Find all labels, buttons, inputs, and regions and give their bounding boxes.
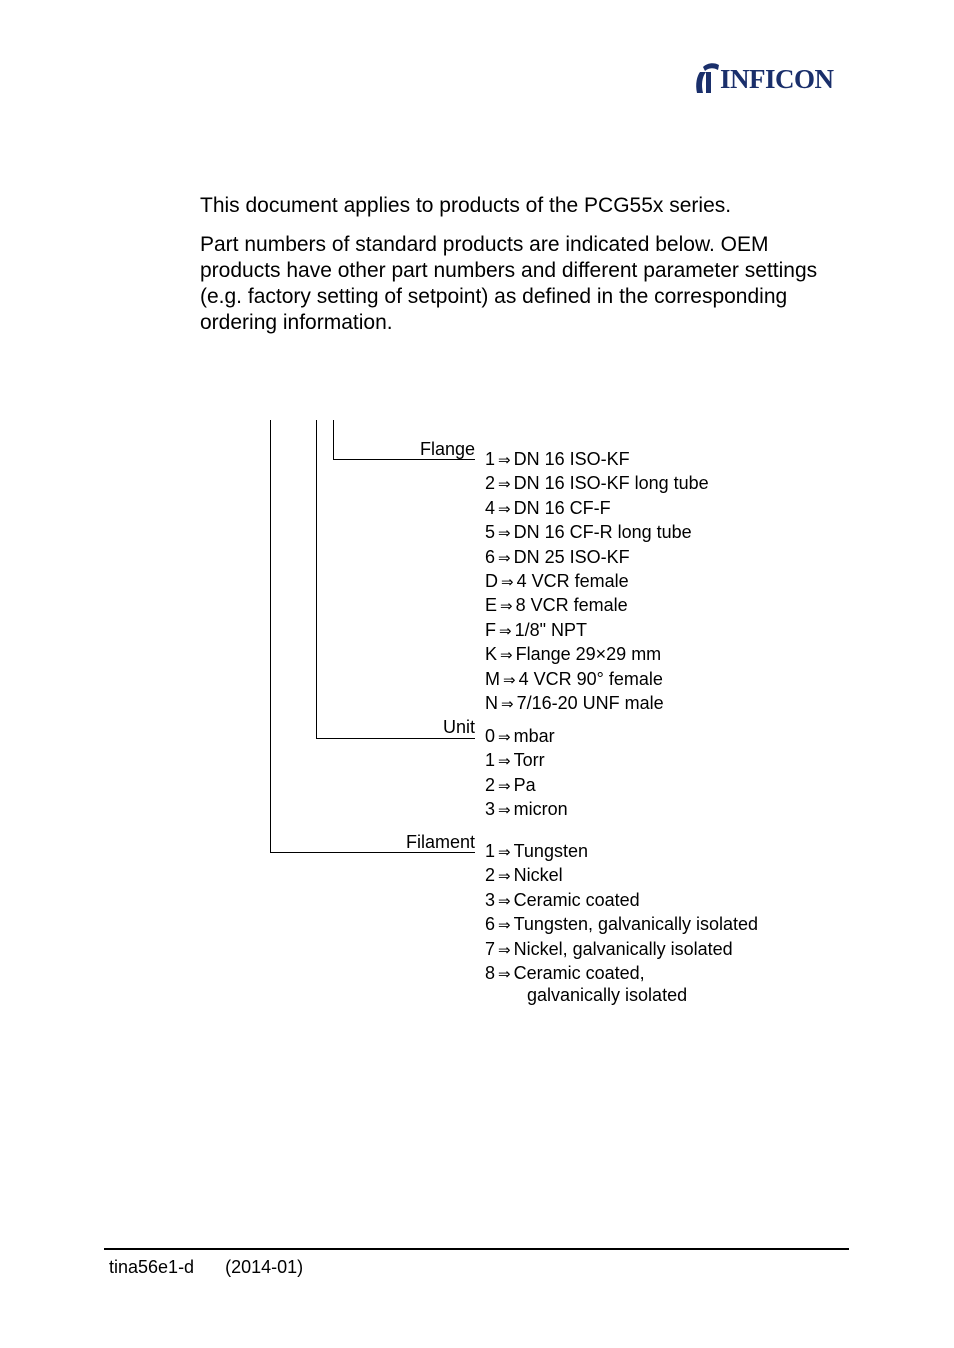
filament-options — [485, 840, 758, 1008]
flange-option — [485, 448, 709, 472]
option-text: DN 16 CF-F — [513, 497, 611, 518]
option-text: Nickel, galvanically isolated — [513, 938, 733, 959]
arrow-icon: ⇒ — [498, 728, 511, 746]
footer — [109, 1257, 303, 1278]
option-code: 0 — [485, 726, 496, 746]
filament-option — [485, 864, 758, 888]
arrow-icon: ⇒ — [503, 670, 516, 689]
arrow-icon: ⇒ — [501, 695, 514, 714]
footer-rule — [104, 1248, 849, 1250]
arrow-icon: ⇒ — [498, 965, 511, 984]
option-code: E — [485, 595, 498, 616]
option-text: Torr — [513, 750, 545, 771]
option-code: M — [485, 668, 500, 689]
option-text: 4 VCR 90° female — [518, 668, 663, 689]
filament-option — [485, 913, 758, 937]
arrow-icon: ⇒ — [501, 573, 514, 592]
arrow-icon: ⇒ — [498, 475, 511, 494]
option-text: 8 VCR female — [515, 595, 628, 616]
option-code: 5 — [485, 522, 496, 543]
arrow-icon: ⇒ — [498, 451, 511, 469]
option-text: 1/8" NPT — [514, 619, 587, 640]
inficon-logo-icon — [694, 62, 720, 96]
arrow-icon: ⇒ — [498, 752, 511, 771]
unit-options — [485, 725, 568, 823]
option-code: 6 — [485, 546, 496, 567]
option-code: F — [485, 619, 496, 640]
option-code: 2 — [485, 774, 496, 795]
option-text: mbar — [513, 726, 555, 746]
option-text: DN 16 CF-R long tube — [513, 522, 692, 543]
filament-option — [485, 840, 758, 864]
option-text: DN 25 ISO-KF — [513, 546, 630, 567]
arrow-icon: ⇒ — [498, 548, 511, 567]
option-code: 3 — [485, 889, 496, 910]
arrow-icon: ⇒ — [498, 524, 511, 543]
option-text: Ceramic coated, — [513, 963, 645, 984]
logo-text: INFICON — [720, 64, 834, 94]
unit-option — [485, 725, 568, 749]
inficon-logo — [694, 62, 846, 96]
option-code: 3 — [485, 799, 496, 820]
intro-paragraph-1: This document applies to products of the PCG55x series. — [200, 194, 732, 217]
arrow-icon: ⇒ — [499, 621, 512, 640]
footer-date: (2014-01) — [225, 1257, 304, 1277]
flange-option — [485, 668, 709, 692]
option-code: 1 — [485, 449, 496, 469]
unit-horizontal-line — [316, 738, 475, 739]
arrow-icon: ⇒ — [498, 940, 511, 959]
filament-option — [485, 889, 758, 913]
flange-option — [485, 619, 709, 643]
flange-option — [485, 692, 709, 716]
arrow-icon: ⇒ — [498, 916, 511, 935]
flange-label: Flange — [419, 439, 475, 459]
option-code: N — [485, 693, 498, 714]
unit-label: Unit — [442, 717, 475, 737]
option-text: DN 16 ISO-KF — [513, 449, 630, 469]
option-code: 6 — [485, 914, 496, 935]
filament-horizontal-line — [270, 852, 475, 853]
arrow-icon: ⇒ — [498, 867, 511, 886]
option-text: Ceramic coated — [513, 889, 640, 910]
option-code: D — [485, 571, 498, 592]
option-code: 1 — [485, 750, 496, 771]
flange-option — [485, 570, 709, 594]
arrow-icon: ⇒ — [500, 597, 513, 616]
flange-option — [485, 521, 709, 545]
option-text: 4 VCR female — [516, 571, 629, 592]
filament-vertical-line — [270, 420, 271, 853]
flange-options — [485, 448, 709, 716]
flange-vertical-line — [333, 420, 334, 460]
unit-option — [485, 798, 568, 822]
flange-option — [485, 497, 709, 521]
option-text: Pa — [513, 774, 536, 795]
unit-option — [485, 749, 568, 773]
filament-option — [485, 938, 758, 962]
option-text: 7/16-20 UNF male — [516, 693, 664, 714]
arrow-icon: ⇒ — [498, 801, 511, 820]
option-text: Tungsten, galvanically isolated — [513, 914, 759, 935]
option-text: micron — [513, 799, 568, 820]
option-code: K — [485, 644, 498, 665]
flange-option — [485, 546, 709, 570]
flange-option — [485, 643, 709, 667]
flange-option — [485, 594, 709, 618]
flange-option — [485, 472, 709, 496]
arrow-icon: ⇒ — [500, 646, 513, 665]
option-text-continuation: galvanically isolated — [527, 985, 688, 1006]
arrow-icon: ⇒ — [498, 891, 511, 910]
option-code: 8 — [485, 963, 496, 984]
option-code: 7 — [485, 938, 496, 959]
arrow-icon: ⇒ — [498, 776, 511, 795]
flange-horizontal-line — [333, 459, 475, 460]
option-code: 2 — [485, 473, 496, 494]
intro-section — [200, 193, 830, 349]
arrow-icon: ⇒ — [498, 499, 511, 518]
option-code: 4 — [485, 497, 496, 518]
option-text: Tungsten — [513, 841, 588, 861]
filament-option — [485, 962, 758, 986]
intro-paragraph-2: Part numbers of standard products are indicated below. OEM products have other part numbers and different parameter settings (e.g. factory setting of setpoint) as defined in the corresponding ordering information. — [200, 233, 818, 334]
arrow-icon: ⇒ — [498, 843, 511, 861]
option-text: Nickel — [513, 865, 563, 886]
option-text: Flange 29×29 mm — [515, 644, 662, 665]
filament-label: Filament — [405, 832, 475, 852]
option-text: DN 16 ISO-KF long tube — [513, 473, 709, 494]
option-code: 1 — [485, 841, 496, 861]
footer-doc-id: tina56e1-d — [109, 1257, 195, 1277]
unit-option — [485, 774, 568, 798]
option-code: 2 — [485, 865, 496, 886]
unit-vertical-line — [316, 420, 317, 739]
